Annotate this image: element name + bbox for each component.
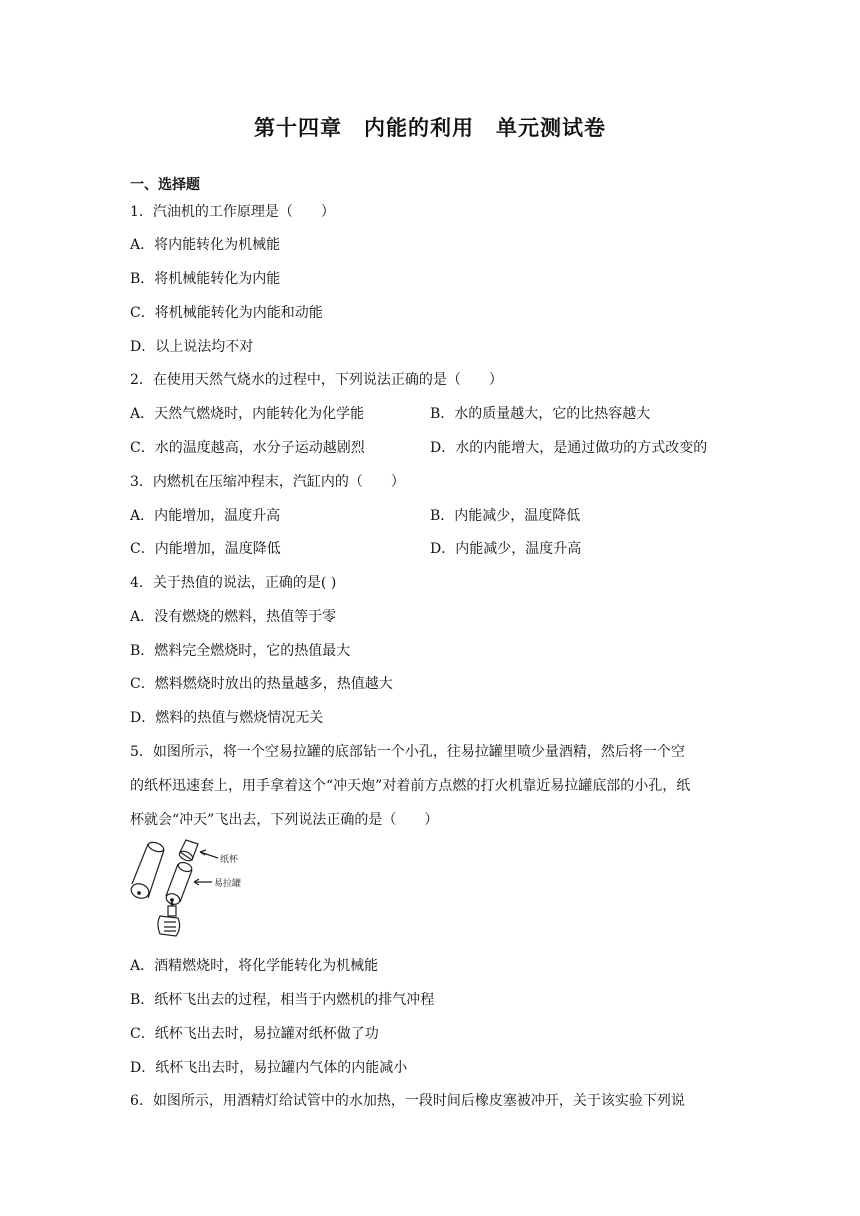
question-4-option-a: A．没有燃烧的燃料，热值等于零 [130, 609, 337, 625]
paper-cup-large-illustration [129, 841, 165, 901]
question-5-stem-line-2: 的纸杯迅速套上，用手拿着这个“冲天炮”对着前方点燃的打火机靠近易拉罐底部的小孔，纸 [130, 778, 691, 794]
question-2-option-c: C．水的温度越高，水分子运动越剧烈 [130, 440, 365, 456]
question-1-option-b: B．将机械能转化为内能 [130, 271, 281, 287]
question-2-option-d: D．水的内能增大，是通过做功的方式改变的 [430, 440, 708, 456]
question-3-option-a: A．内能增加，温度升高 [130, 508, 281, 524]
paper-cup-illustration [178, 840, 198, 863]
rocket-can-figure [126, 838, 256, 943]
question-1-option-c: C．将机械能转化为内能和动能 [130, 305, 323, 321]
question-5-option-d: D．纸杯飞出去时，易拉罐内气体的内能减小 [130, 1060, 408, 1076]
question-3-option-c: C．内能增加，温度降低 [130, 541, 281, 557]
question-2-stem: 2．在使用天然气烧水的过程中，下列说法正确的是（ ） [130, 372, 503, 388]
can-illustration [165, 861, 193, 906]
section-heading: 一、选择题 [130, 177, 200, 193]
question-5-option-c: C．纸杯飞出去时，易拉罐对纸杯做了功 [130, 1026, 379, 1042]
question-1-option-d: D．以上说法均不对 [130, 339, 254, 355]
figure-label-can: 易拉罐 [214, 878, 242, 888]
question-1-stem: 1．汽油机的工作原理是（ ） [130, 204, 335, 220]
page-title: 第十四章 内能的利用 单元测试卷 [254, 115, 606, 140]
question-2-option-a: A．天然气燃烧时，内能转化为化学能 [130, 406, 365, 422]
question-4-option-b: B．燃料完全燃烧时，它的热值最大 [130, 643, 351, 659]
question-5-option-b: B．纸杯飞出去的过程，相当于内燃机的排气冲程 [130, 992, 435, 1008]
question-4-option-c: C．燃料燃烧时放出的热量越多，热值越大 [130, 676, 393, 692]
lighter-hand-illustration [158, 901, 180, 936]
question-5-stem-line-3: 杯就会“冲天”飞出去，下列说法正确的是（ ） [130, 812, 439, 828]
figure-label-paper-cup: 纸杯 [220, 854, 239, 864]
question-3-option-d: D．内能减少，温度升高 [430, 541, 582, 557]
question-2-option-b: B．水的质量越大，它的比热容越大 [430, 406, 651, 422]
question-5-option-a: A．酒精燃烧时，将化学能转化为机械能 [130, 958, 379, 974]
question-4-stem: 4．关于热值的说法，正确的是( ) [130, 575, 337, 591]
question-6-stem: 6．如图所示，用酒精灯给试管中的水加热，一段时间后橡皮塞被冲开，关于该实验下列说 [130, 1093, 685, 1109]
question-3-stem: 3．内燃机在压缩冲程末，汽缸内的（ ） [130, 474, 405, 490]
question-3-option-b: B．内能减少，温度降低 [430, 508, 581, 524]
question-4-option-d: D．燃料的热值与燃烧情况无关 [130, 710, 324, 726]
question-5-stem-line-1: 5．如图所示，将一个空易拉罐的底部钻一个小孔，往易拉罐里喷少量酒精，然后将一个空 [130, 744, 685, 760]
question-1-option-a: A．将内能转化为机械能 [130, 237, 281, 253]
